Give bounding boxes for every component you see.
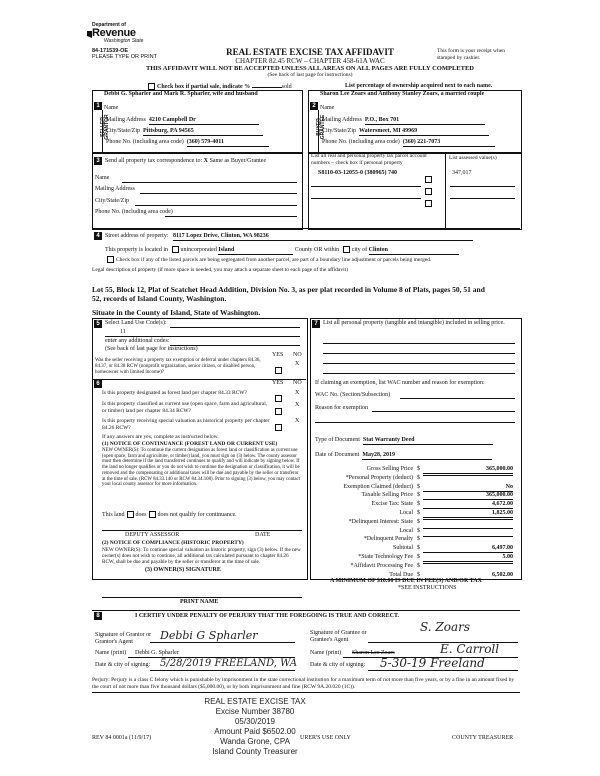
legal-label: Legal description of property (if more space is needed, you may attach a separate sheet to each page of the affidavit) — [92, 267, 348, 273]
tax-line-currency: $ — [417, 571, 420, 578]
tax-line-label: Excise Tax: State — [371, 501, 413, 508]
buyer-name[interactable]: Sharon Lee Zoars and Anthony Stanley Zoars, a married couple — [320, 91, 485, 97]
doc-date[interactable]: May28, 2019 — [362, 452, 492, 460]
state-logo-icon — [86, 26, 93, 35]
grantee-signature[interactable]: S. Zoars — [420, 620, 471, 634]
continuance-title: (1) NOTICE OF CONTINUANCE (FOREST LAND OR CURRENT USE) — [102, 441, 278, 447]
tax-line-label: *Personal Property (deduct) — [345, 474, 413, 481]
section-3-label: Send all property tax correspondence to: X Same as Buyer/Grantee — [105, 158, 267, 164]
tax-line-value[interactable] — [423, 563, 513, 564]
deputy-date-label: DATE — [255, 532, 271, 538]
section-8-number: 8 — [94, 612, 102, 620]
treasurer-use-label: URER'S USE ONLY — [300, 735, 351, 741]
assessed-header: List assessed value(s) — [449, 155, 497, 161]
section-4-number: 4 — [94, 232, 102, 240]
doc-type-row: Type of Document Stat Warranty Deed — [315, 437, 493, 445]
see-back-note: (See back of last page for instructions) — [267, 72, 353, 78]
logo-name: Revenue — [92, 27, 136, 39]
grantee-date-city[interactable]: 5-30-19 Freeland — [380, 656, 485, 670]
tax-line-value[interactable]: 365,000.00 — [423, 492, 513, 500]
tax-line-row — [315, 554, 515, 562]
tax-line-row — [315, 466, 515, 474]
buyer-side-label: BUYER GRANTEE — [316, 114, 326, 140]
parcel-number[interactable]: S8110-03-12055-0 (380965) 740 — [318, 170, 397, 176]
tax-line-row — [315, 510, 515, 518]
city-name[interactable]: Clinton — [369, 247, 459, 255]
section-6-instructions: If any answers are yes, complete as instructed below. — [102, 434, 219, 440]
parcel-checkbox-3[interactable] — [423, 194, 434, 212]
minimum-note: A MINIMUM OF $10.00 IS DUE IN FEE(S) AND/OR TAX — [330, 578, 482, 584]
land-use-see-back: (See back of last page for instructions) — [105, 346, 198, 352]
buyer-phone[interactable]: (360) 221-7073 — [403, 139, 495, 147]
section-6-no: NO — [293, 380, 302, 386]
tax-line-row — [315, 492, 515, 500]
wac-label: If claiming an exemption, list WAC number and reason for exemption: — [315, 380, 485, 386]
tax-line-value[interactable] — [423, 475, 513, 476]
section-3-name-line[interactable] — [122, 182, 297, 183]
stamp-line-1: REAL ESTATE EXCISE TAX — [204, 697, 306, 706]
section-3-mailing-label: Mailing Address — [95, 186, 135, 192]
partial-sale-checkbox[interactable] — [148, 83, 155, 90]
tax-line-currency: $ — [417, 554, 420, 560]
print-name-label: PRINT NAME — [180, 599, 219, 605]
section-3-number: 3 — [94, 157, 102, 165]
section-3-city-label: City/State/Zip — [95, 198, 129, 204]
tax-line-currency: $ — [417, 527, 420, 534]
tax-line-label: *Delinquent Penalty — [363, 536, 413, 543]
additional-codes-label: enter any additional codes: — [105, 338, 170, 344]
tax-line-row — [315, 475, 515, 483]
stamp-line-4: Amount Paid $6502.00 — [214, 727, 296, 736]
county-treasurer-label: COUNTY TREASURER — [452, 735, 514, 741]
assessed-value[interactable]: 347,017 — [452, 170, 472, 176]
buyer-city-row: City/State/Zip Watersmeet, MI 49969 — [322, 128, 489, 136]
exemption-answer: X — [295, 361, 300, 367]
tax-line-row — [315, 484, 515, 492]
buyer-mailing-row: Mailing Address P.O., Box 701 — [322, 117, 485, 125]
seller-mailing-row: Mailing Address 4210 Campbell Dr — [106, 117, 259, 125]
form-title: REAL ESTATE EXCISE TAX AFFIDAVIT — [226, 47, 394, 57]
section-2-number: 2 — [310, 102, 318, 110]
certify-statement: I CERTIFY UNDER PENALTY OF PERJURY THAT THE FOREGOING IS TRUE AND CORRECT. — [135, 613, 400, 619]
location-row: This property is located in unincorporated Island County OR within city of Clinton — [105, 246, 459, 255]
stamp-line-2: Excise Number 38780 — [215, 707, 295, 716]
section-5-no: NO — [293, 352, 302, 358]
tax-line-currency: $ — [417, 518, 420, 525]
tax-line-value[interactable] — [423, 519, 513, 520]
form-warning: THIS AFFIDAVIT WILL NOT BE ACCEPTED UNLESS ALL AREAS ON ALL PAGES ARE FULLY COMPLETED — [146, 65, 474, 72]
tax-line-value[interactable]: 1,825.00 — [423, 510, 513, 518]
current-use-answer: X — [295, 402, 300, 408]
street-address[interactable]: 8117 Lopez Drive, Clinton, WA 98236 — [173, 233, 473, 241]
forest-question: Is this property designated as forest land per chapter 84.33 RCW? — [102, 390, 247, 396]
tax-line-value[interactable]: 6,502.00 — [423, 572, 513, 580]
deputy-assessor-label: DEPUTY ASSESSOR — [125, 532, 180, 538]
tax-line-row — [315, 545, 515, 553]
seller-mailing[interactable]: 4210 Campbell Dr — [149, 117, 259, 125]
personal-property-label: List all personal property (tangible and intangible) included in selling price. — [323, 320, 505, 326]
buyer-name-label: Name — [320, 105, 335, 111]
doc-type[interactable]: Stat Warranty Deed — [363, 437, 493, 445]
tax-line-row — [315, 528, 515, 536]
historic-text: NEW OWNER(S): To continue special valuation as historic property, sign (3) below. If the new owner(s) does not wish to continue, all additional tax calculated pursuant to chapter 84.26 RCW, shall be due and payable by the seller or transferor at the time of sale. — [102, 547, 301, 565]
section-6-number: 6 — [94, 380, 102, 388]
continuance-text: NEW OWNER(S): To continue the current designation as forest land or classification as current use (open space, farm and agriculture, or timber) land, you must sign on (3) below. The county assessor must then determine if the land transferred continues to qualify and will indicate by signing below. If the land no longer qualifies or you do not wish to continue the designation or classification, it will be removed and the compensating or additional taxes will be due and payable by the seller or transferor at the time of sale. (RCW 84.33.140 or RCW 84.34.108). Prior to signing (3) below, you may contact your local county assessor for more information. — [102, 448, 301, 488]
tax-line-row — [315, 536, 515, 544]
seller-phone[interactable]: (360) 579-4011 — [187, 139, 269, 147]
section-3-city-line[interactable] — [135, 205, 297, 206]
exemption-yes-box[interactable] — [273, 361, 284, 379]
tax-line-currency: $ — [417, 483, 420, 490]
tax-line-currency: $ — [417, 545, 420, 552]
perjury-note: Perjury: Perjury is a class C felony which is punishable by imprisonment in the state correctional institution for a maximum term of not more than five years, or by a fine in an amount fixed by the court of not more than five thousand dollars ($5,000.00), or by both imprisonment and fine (RCW 9A.20.020 (1C)). — [92, 677, 515, 690]
forest-answer: X — [295, 390, 300, 396]
tax-line-label: Local — [399, 510, 413, 516]
section-3-phone-label: Phone No. (including area code) — [95, 209, 173, 215]
grantor-print-name[interactable]: Debbi G. Spharler — [135, 650, 179, 656]
parcel-header: List all real and personal property tax parcel account numbers – check box if personal property — [311, 153, 427, 166]
historic-answer: X — [295, 418, 300, 424]
tax-line-row — [315, 563, 515, 571]
print-note: PLEASE TYPE OR PRINT — [92, 54, 158, 60]
section-7-number: 7 — [312, 320, 320, 328]
tax-line-label: Subtotal — [392, 545, 413, 552]
tax-line-label: *Affidavit Processing Fee — [350, 562, 413, 569]
seller-phone-row: Phone No. (including area code) (360) 579-4011 — [106, 139, 269, 147]
tax-line-label: Gross Selling Price — [366, 466, 413, 472]
tax-line-label: *Delinquent Interest: State — [348, 518, 413, 525]
see-instructions: *SEE INSTRUCTIONS — [398, 585, 457, 591]
buyer-name-row — [320, 91, 515, 98]
seller-name-row — [104, 91, 294, 98]
legal-line-3: Situate in the County of Island, State of Washington. — [92, 308, 261, 317]
legal-line-1: Lot 55, Block 12, Plat of Scatchet Head Addition, Division No. 3, as per plat recorded in Volume 8 of Plats, pages 50, 51 and — [92, 285, 485, 294]
doc-date-row: Date of Document May28, 2019 — [315, 452, 492, 460]
historic-yes-box[interactable] — [273, 418, 284, 436]
form-code: 84-171539-OE — [92, 48, 129, 54]
logo-state: Washington State — [104, 38, 144, 44]
tax-line-value[interactable]: 5.00 — [423, 554, 513, 562]
land-use-code[interactable]: 11 — [120, 329, 126, 335]
seller-city[interactable]: Pittsburg, PA 94565 — [143, 128, 263, 136]
rev-code: REV 84 0001a (11/9/17) — [92, 735, 152, 741]
exemption-reason-label: Reason for exemption — [315, 405, 368, 411]
county-name[interactable]: Island — [218, 247, 293, 255]
does-not-checkbox[interactable] — [149, 511, 156, 518]
tax-line-row — [315, 501, 515, 509]
logo-dept: Department of — [92, 22, 126, 28]
tax-line-value[interactable] — [423, 536, 513, 537]
section-5-yes: YES — [272, 352, 284, 358]
receipt-note: This form is your receipt when stamped by cashier. — [437, 48, 505, 61]
tax-line-label: Taxable Selling Price — [361, 492, 413, 499]
grantee-print-label: Name (print) — [310, 650, 342, 656]
segregated-row: Check box if any of the listed parcels are being segregated from another parcel, are part of a boundary line adjustment or parcels being merged. — [105, 256, 520, 263]
grantor-sig-label: Signature of Grantor or Grantor's Agent — [95, 632, 152, 645]
tax-line-currency: $ — [417, 474, 420, 481]
tax-line-currency: $ — [417, 466, 420, 472]
tax-line-value[interactable]: 365,000.00 — [423, 466, 513, 474]
historic-question: Is this property receiving special valuation as historical property per chapter 84.26 RCW? — [102, 418, 270, 431]
seller-city-row: City/State/Zip Pittsburg, PA 94565 — [106, 128, 263, 136]
land-use-label: Select Land Use Code(s): — [105, 320, 167, 326]
print-name-line[interactable] — [102, 597, 302, 598]
grantor-date-city[interactable]: 5/28/2019 FREELAND, WA — [160, 658, 298, 669]
stamp-line-3: 05/30/2019 — [234, 717, 276, 726]
does-checkbox[interactable] — [127, 511, 134, 518]
section-3-phone-line[interactable] — [165, 216, 297, 217]
section-3-mailing-line[interactable] — [140, 193, 297, 194]
section-3-name-label: Name — [95, 175, 110, 181]
tax-line-value[interactable]: No — [423, 484, 513, 492]
qualify-row: This land does does not qualify for continuance. — [102, 511, 237, 518]
tax-line-value[interactable]: 6,497.00 — [423, 545, 513, 553]
tax-line-label: *State Technology Fee — [358, 554, 413, 560]
tax-line-label: Local — [399, 527, 413, 534]
exemption-question: Was the seller receiving a property tax exemption or deferral under chapters 84.36, 84.37, or 84.38 RCW (nonprofit organization, senior citizen, or disabled person, homeowner with limited income)? — [95, 358, 261, 375]
current-use-question: Is this property classified as current use (open space, farm and agricultural, or timber) land per chapter 84.34 RCW? — [102, 401, 268, 414]
owner-signature-label: (3) OWNER(S) SIGNATURE — [145, 567, 221, 573]
unincorporated-checkbox[interactable] — [172, 246, 179, 253]
partial-sale-sold: sold — [281, 83, 292, 90]
grantor-print-label: Name (print) — [95, 650, 127, 656]
tax-line-label: Exemption Claimed (deduct) — [343, 483, 413, 490]
tax-line-currency: $ — [417, 492, 420, 499]
seller-name[interactable]: Debbi G. Spharler and Mark R. Spharler, wife and husband — [104, 91, 258, 97]
grantor-date-label: Date & city of signing: — [95, 662, 151, 668]
tax-line-row — [315, 519, 515, 527]
stamp-line-5: Wanda Grone, CPA — [220, 737, 290, 746]
tax-line-label: Total Due — [389, 571, 413, 578]
historic-title: (2) NOTICE OF COMPLIANCE (HISTORIC PROPERTY) — [102, 540, 244, 546]
grantee-print-name[interactable]: Sharon Lee Zoars — [352, 650, 395, 656]
city-checkbox[interactable] — [343, 246, 350, 253]
grantee-date-label: Date & city of signing: — [310, 662, 366, 668]
seller-name-label: Name — [104, 105, 119, 111]
grantee-sig-label: Signature of Grantee or Grantee's Agent — [310, 630, 367, 643]
tax-line-value[interactable]: 4,672.00 — [423, 501, 513, 509]
legal-line-2: 52, records of Island County, Washington. — [92, 294, 227, 303]
tax-line-currency: $ — [417, 562, 420, 569]
street-row: Street address of property: 8117 Lopez Drive, Clinton, WA 98236 — [105, 233, 473, 241]
wac-number-label: WAC No. (Section/Subsection) — [315, 392, 391, 398]
ownership-note: List percentage of ownership acquired next to each name. — [345, 83, 493, 89]
tax-line-currency: $ — [417, 501, 420, 508]
seller-side-label: SELLER GRANTOR — [100, 114, 110, 140]
grantee-signature-2[interactable]: E. Carroll — [440, 642, 500, 656]
tax-line-currency: $ — [417, 510, 420, 516]
section-6-yes: YES — [272, 380, 284, 386]
section-5-number: 5 — [94, 320, 102, 328]
form-subtitle: CHAPTER 82.45 RCW – CHAPTER 458-61A WAC — [235, 57, 385, 65]
buyer-city[interactable]: Watersmeet, MI 49969 — [359, 128, 489, 136]
buyer-phone-row: Phone No. (including area code) (360) 221-7073 — [322, 139, 495, 147]
tax-line-value[interactable] — [423, 528, 513, 529]
buyer-mailing[interactable]: P.O., Box 701 — [365, 117, 485, 125]
segregated-checkbox[interactable] — [107, 256, 114, 263]
grantor-signature[interactable]: Debbi G Spharler — [160, 629, 258, 642]
stamp-line-6: Island County Treasurer — [212, 747, 298, 756]
partial-sale-label: Check box if partial sale, indicate % — [157, 83, 251, 90]
section-1-number: 1 — [94, 102, 102, 110]
tax-line-currency: $ — [417, 536, 420, 543]
